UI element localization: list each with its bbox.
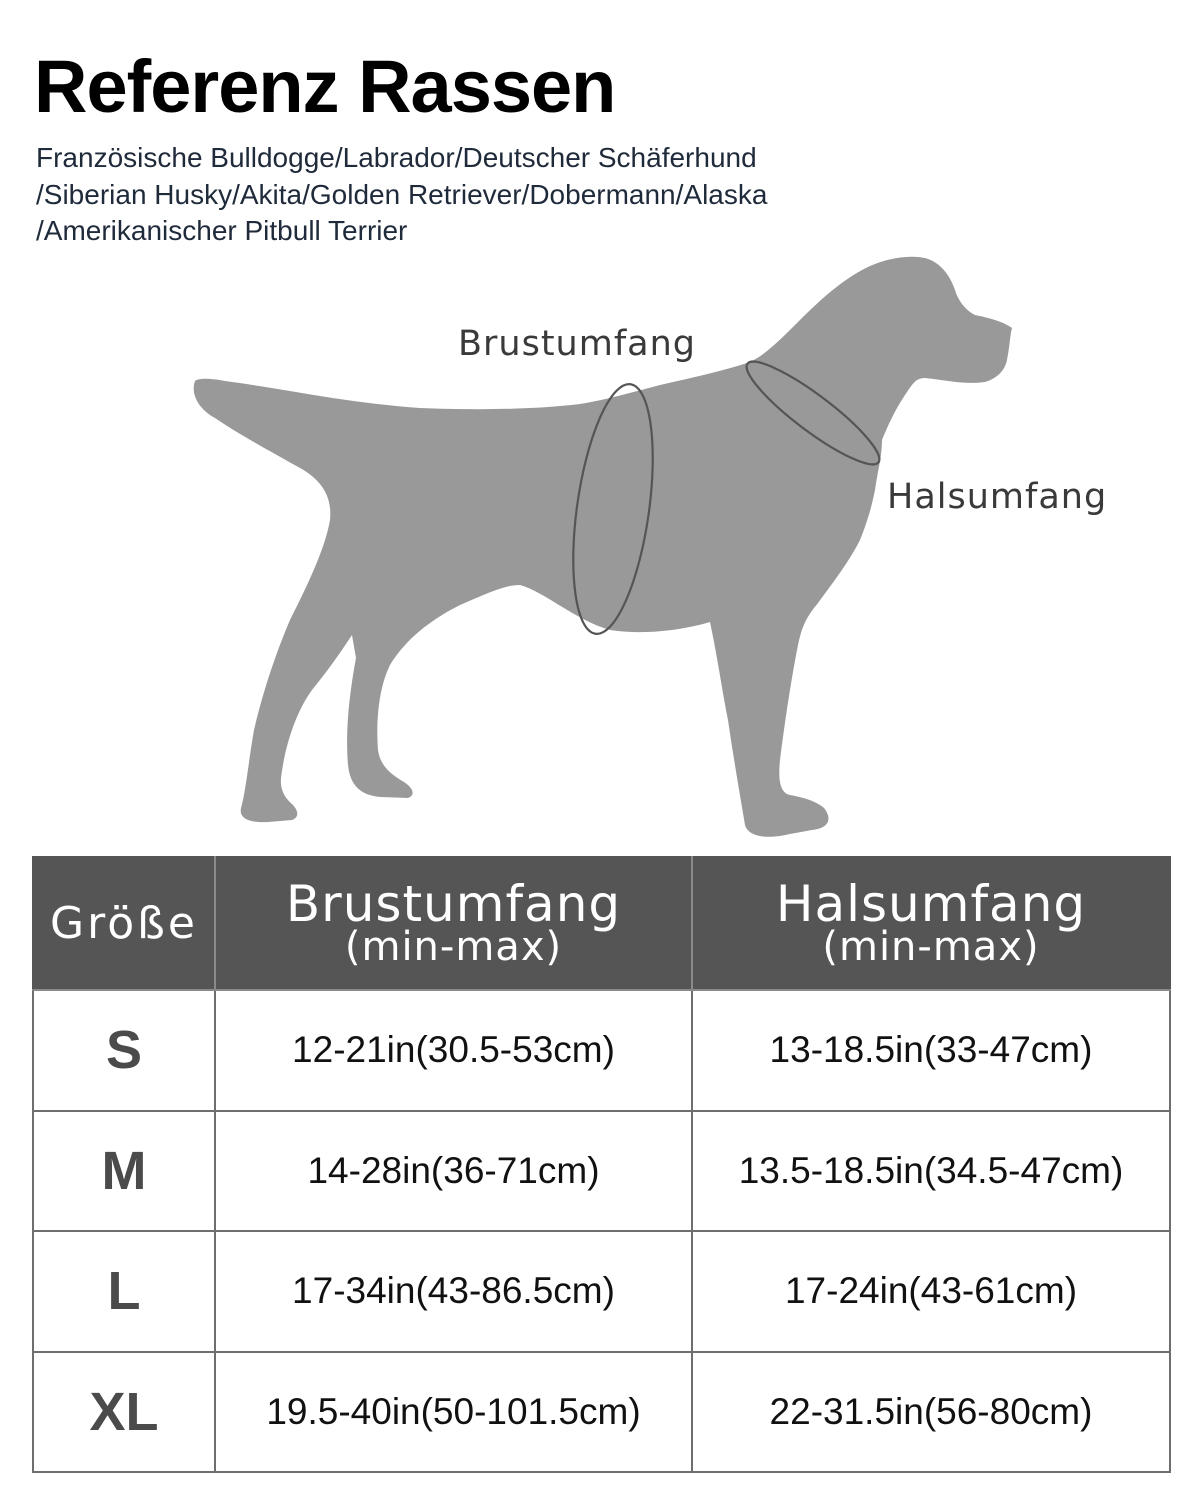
size-cell: M xyxy=(33,1111,215,1232)
header-size xyxy=(33,857,215,990)
breed-list xyxy=(36,140,936,250)
table-header-row xyxy=(33,857,1170,990)
size-cell: XL xyxy=(33,1352,215,1473)
header-size-label: Größe xyxy=(50,898,198,949)
page-title: Referenz Rassen xyxy=(34,45,616,128)
header-chest-label: Brustumfang xyxy=(285,874,622,933)
table-row xyxy=(33,1111,1170,1232)
breed-line: /Siberian Husky/Akita/Golden Retriever/Dobermann/Alaska xyxy=(36,178,768,210)
chest-cell: 14-28in(36-71cm) xyxy=(215,1111,692,1232)
chest-cell: 19.5-40in(50-101.5cm) xyxy=(215,1352,692,1473)
size-cell: L xyxy=(33,1231,215,1352)
breed-line: /Amerikanischer Pitbull Terrier xyxy=(36,215,408,246)
neck-cell: 17-24in(43-61cm) xyxy=(692,1231,1170,1352)
chest-girth-label: Brustumfang xyxy=(458,324,696,364)
chest-cell: 12-21in(30.5-53cm) xyxy=(215,990,692,1111)
header-neck-label: Halsumfang xyxy=(775,874,1087,933)
size-cell: S xyxy=(33,990,215,1111)
breed-line: Französische Bulldogge/Labrador/Deutscher Schäferhund xyxy=(36,142,757,173)
header-neck xyxy=(692,857,1170,990)
neck-cell: 22-31.5in(56-80cm) xyxy=(692,1352,1170,1473)
neck-girth-label: Halsumfang xyxy=(887,477,1108,517)
header-chest-sub: (min-max) xyxy=(344,923,563,970)
neck-cell: 13-18.5in(33-47cm) xyxy=(692,990,1170,1111)
table-row xyxy=(33,1231,1170,1352)
header-neck-sub: (min-max) xyxy=(822,923,1040,970)
header-chest xyxy=(215,857,692,990)
neck-cell: 13.5-18.5in(34.5-47cm) xyxy=(692,1111,1170,1232)
size-table xyxy=(32,856,1171,1473)
table-row xyxy=(33,990,1170,1111)
chest-cell: 17-34in(43-86.5cm) xyxy=(215,1231,692,1352)
table-row xyxy=(33,1352,1170,1473)
